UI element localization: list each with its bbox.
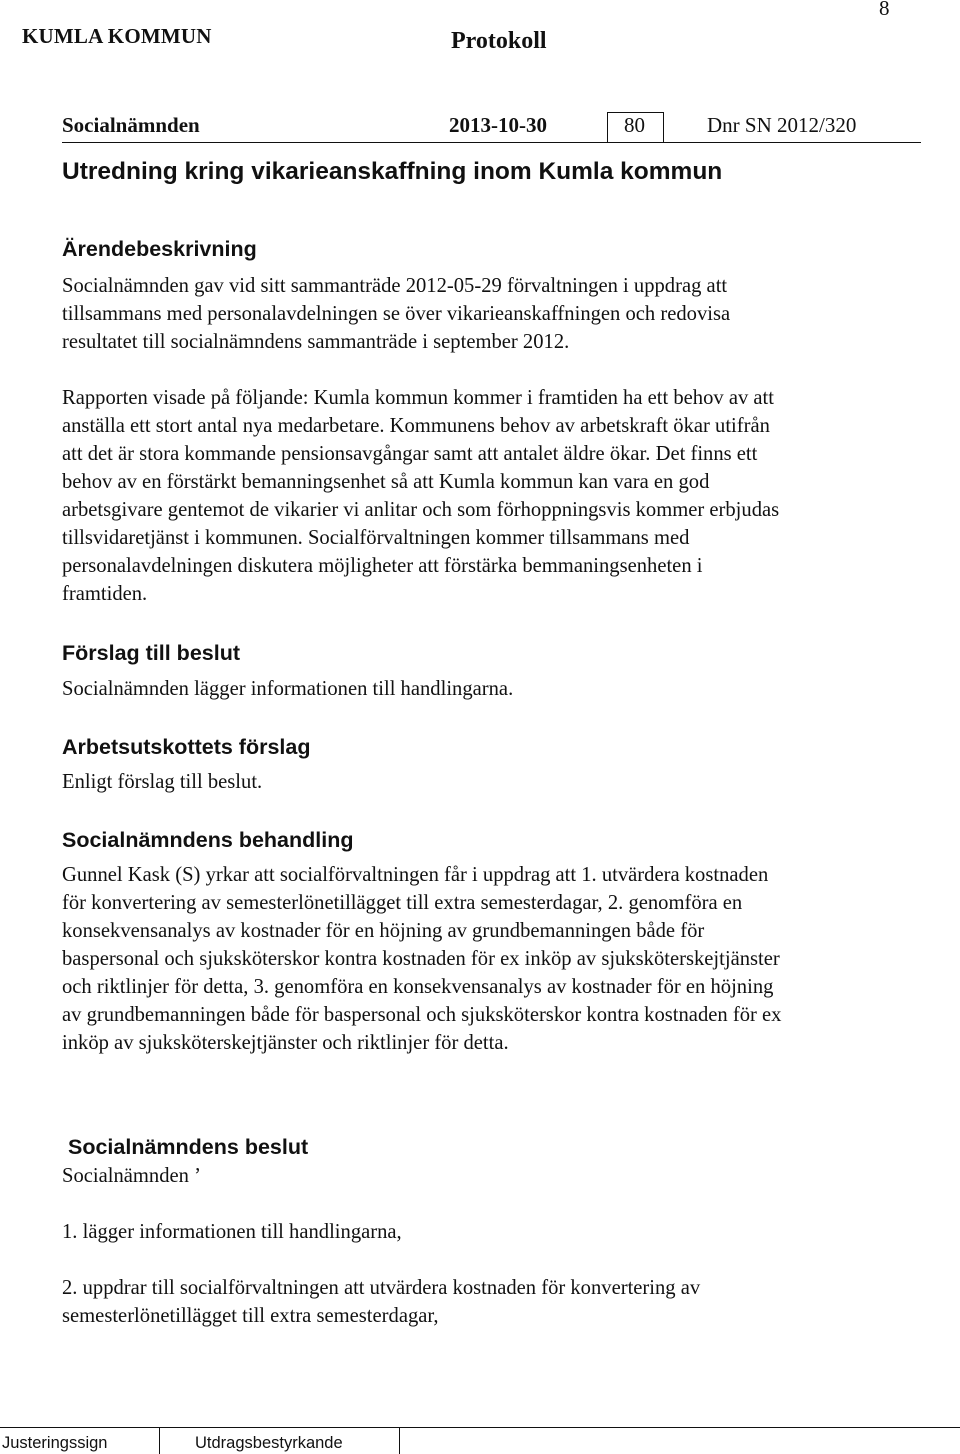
meta-reference: Dnr SN 2012/320 <box>707 113 857 137</box>
heading-forslag-till-beslut: Förslag till beslut <box>62 641 240 665</box>
meta-body: Socialnämnden <box>62 113 200 137</box>
text-line: av grundbemanningen både för baspersonal och sjuksköterskor kontra kostnaden för ex <box>62 1004 782 1026</box>
heading-beslut: Socialnämndens beslut <box>68 1135 309 1159</box>
document-title: Utredning kring vikarieanskaffning inom Kumla kommun <box>62 158 723 185</box>
signature-label: Justeringssign <box>2 1434 108 1452</box>
text-line: tillsammans med personalavdelningen se över vikarieanskaffningen och redovisa <box>62 303 731 325</box>
text-line: tillsvidaretjänst i kommunen. Socialförvaltningen kommer tillsammans med <box>62 527 690 549</box>
arendebeskrivning-paragraph-1 <box>62 272 922 356</box>
text-line: Enligt förslag till beslut. <box>62 771 263 793</box>
text-line: semesterlönetillägget till extra semesterdagar, <box>62 1305 439 1327</box>
text-line: inköp av sjuksköterskejtjänster och riktlinjer för detta. <box>62 1032 509 1054</box>
text-line: Rapporten visade på följande: Kumla kommun kommer i framtiden ha ett behov av att <box>62 387 775 409</box>
text-line: 2. uppdrar till socialförvaltningen att utvärdera kostnaden för konvertering av <box>62 1277 701 1299</box>
text-line: framtiden. <box>62 583 148 605</box>
heading-behandling: Socialnämndens behandling <box>62 828 354 852</box>
text-line: Socialnämnden gav vid sitt sammanträde 2012-05-29 förvaltningen i uppdrag att <box>62 275 728 297</box>
text-line: personalavdelningen diskutera möjligheter att förstärka bemmaningsenheten i <box>62 555 703 577</box>
text-line: konsekvensanalys av kostnader för en höjning av grundbemanningen både för <box>62 920 705 942</box>
text-line: att det är stora kommande pensionsavgångar samt att antalet äldre ökar. Det finns ett <box>62 443 758 465</box>
text-line: och riktlinjer för detta, 3. genomföra en konsekvensanalys av kostnader för en höjning <box>62 976 774 998</box>
organization-name: KUMLA KOMMUN <box>22 24 212 48</box>
forslag-till-beslut-text <box>62 675 922 703</box>
extract-label: Utdragsbestyrkande <box>195 1434 343 1452</box>
meta-section-number: 80 <box>624 113 645 137</box>
beslut-item-1 <box>62 1218 922 1246</box>
meta-divider <box>62 142 921 143</box>
text-line: baspersonal och sjuksköterskor kontra kostnaden för ex inköp av sjuksköterskejtjänster <box>62 948 780 970</box>
page-number: 8 <box>879 0 890 20</box>
text-line: 1. lägger informationen till handlingarna, <box>62 1221 402 1243</box>
text-line: Gunnel Kask (S) yrkar att socialförvaltningen får i uppdrag att 1. utvärdera kostnaden <box>62 864 769 886</box>
arendebeskrivning-paragraph-2 <box>62 384 922 608</box>
arbetsutskottets-forslag-text <box>62 768 922 796</box>
text-line: arbetsgivare gentemot de vikarier vi anlitar och som förhoppningsvis kommer erbjudas <box>62 499 780 521</box>
text-line: behov av en förstärkt bemanningsenhet så att Kumla kommun kan vara en god <box>62 471 710 493</box>
heading-arendebeskrivning: Ärendebeskrivning <box>62 237 257 261</box>
text-line: Socialnämnden ’ <box>62 1165 201 1187</box>
beslut-item-2 <box>62 1274 922 1330</box>
text-line: Socialnämnden lägger informationen till handlingarna. <box>62 678 514 700</box>
behandling-text <box>62 861 922 1057</box>
text-line: resultatet till socialnämndens sammanträde i september 2012. <box>62 331 570 353</box>
text-line: för konvertering av semesterlönetillägget till extra semesterdagar, 2. genomföra en <box>62 892 743 914</box>
text-line: anställa ett stort antal nya medarbetare. Kommunens behov av arbetskraft ökar utifrån <box>62 415 770 437</box>
meta-date: 2013-10-30 <box>449 113 547 137</box>
document-type: Protokoll <box>451 28 547 54</box>
heading-arbetsutskottets-forslag: Arbetsutskottets förslag <box>62 735 311 759</box>
beslut-intro <box>62 1162 922 1190</box>
